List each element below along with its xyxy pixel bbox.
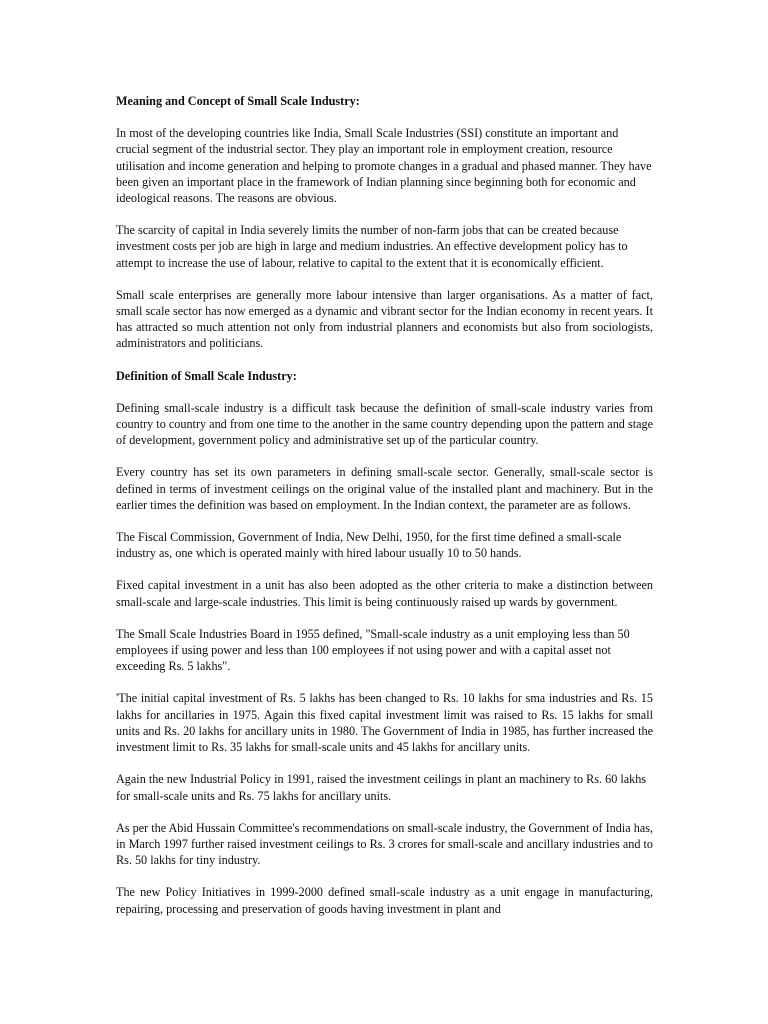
paragraph-ssi-importance: In most of the developing countries like India, Small Scale Industries (SSI) constitute an important and crucial segment of the industrial sector. They play an important role in employment creation, resource utilisation and income generation and helping to promote changes in a gradual and phased manner. They have been given an important place in the framework of Indian planning since beginning both for economic and ideological reasons. The reasons are obvious. [116,126,652,206]
paragraph-labour-intensive: Small scale enterprises are generally more labour intensive than larger organisations. As a matter of fact, small scale sector has now emerged as a dynamic and vibrant sector for the Indian economy in recent years. It has attracted so much attention not only from industrial planners and economists but also from sociologists, administrators and politicians. [116,287,653,351]
paragraph-ssi-board-1955: The Small Scale Industries Board in 1955 defined, "Small-scale industry as a unit employing less than 50 employees if using power and less than 100 employees if not using power and with a capital asset not exceeding Rs. 5 lakhs". [116,626,630,674]
paragraph-policy-1991: Again the new Industrial Policy in 1991, raised the investment ceilings in plant an machinery to Rs. 60 lakhs for small-scale units and Rs. 75 lakhs for ancillary units. [116,772,647,803]
document-page [116,93,653,933]
paragraph-fiscal-commission: The Fiscal Commission, Government of India, New Delhi, 1950, for the first time defined a small-scale industry as, one which is operated mainly with hired labour usually 10 to 50 hands. [116,530,622,561]
paragraph-policy-1999: The new Policy Initiatives in 1999-2000 defined small-scale industry as a unit engage in manufacturing, repairing, processing and preservation of goods having investment in plant and [116,885,653,916]
paragraph-country-parameters: Every country has set its own parameters in defining small-scale sector. Generally, small-scale sector is defined in terms of investment ceilings on the original value of the installed plant and machinery. But in the earlier times the definition was based on employment. In the Indian context, the parameter are as follows. [116,465,653,512]
section-heading-definition: Definition of Small Scale Industry: [116,368,297,383]
paragraph-fixed-capital: Fixed capital investment in a unit has also been adopted as the other criteria to make a distinction between small-scale and large-scale industries. This limit is being continuously raised up wards by government. [116,578,653,609]
paragraph-defining-difficulty: Defining small-scale industry is a difficult task because the definition of small-scale industry varies from country to country and from one time to the another in the same country depending upon the pattern and stage of development, government policy and administrative set up of the particular country. [116,400,653,448]
paragraph-capital-scarcity: The scarcity of capital in India severely limits the number of non-farm jobs that can be created because investment costs per job are high in large and medium industries. An effective development policy has to attempt to increase the use of labour, relative to capital to the extent that it is economically efficient. [116,223,628,270]
paragraph-abid-hussain: As per the Abid Hussain Committee's recommendations on small-scale industry, the Government of India has, in March 1997 further raised investment ceilings to Rs. 3 crores for small-scale and ancillary industries and to Rs. 50 lakhs for tiny industry. [116,820,653,868]
paragraph-investment-history: 'The initial capital investment of Rs. 5 lakhs has been changed to Rs. 10 lakhs for sma industries and Rs. 15 lakhs for ancillaries in 1975. Again this fixed capital investment limit was raised to Rs. 15 lakhs for small units and Rs. 20 lakhs for ancillary units in 1980. The Government of India in 1985, has further increased the investment limit to Rs. 35 lakhs for small-scale units and 45 lakhs for ancillary units. [116,691,653,755]
section-heading-meaning: Meaning and Concept of Small Scale Industry: [116,94,360,108]
